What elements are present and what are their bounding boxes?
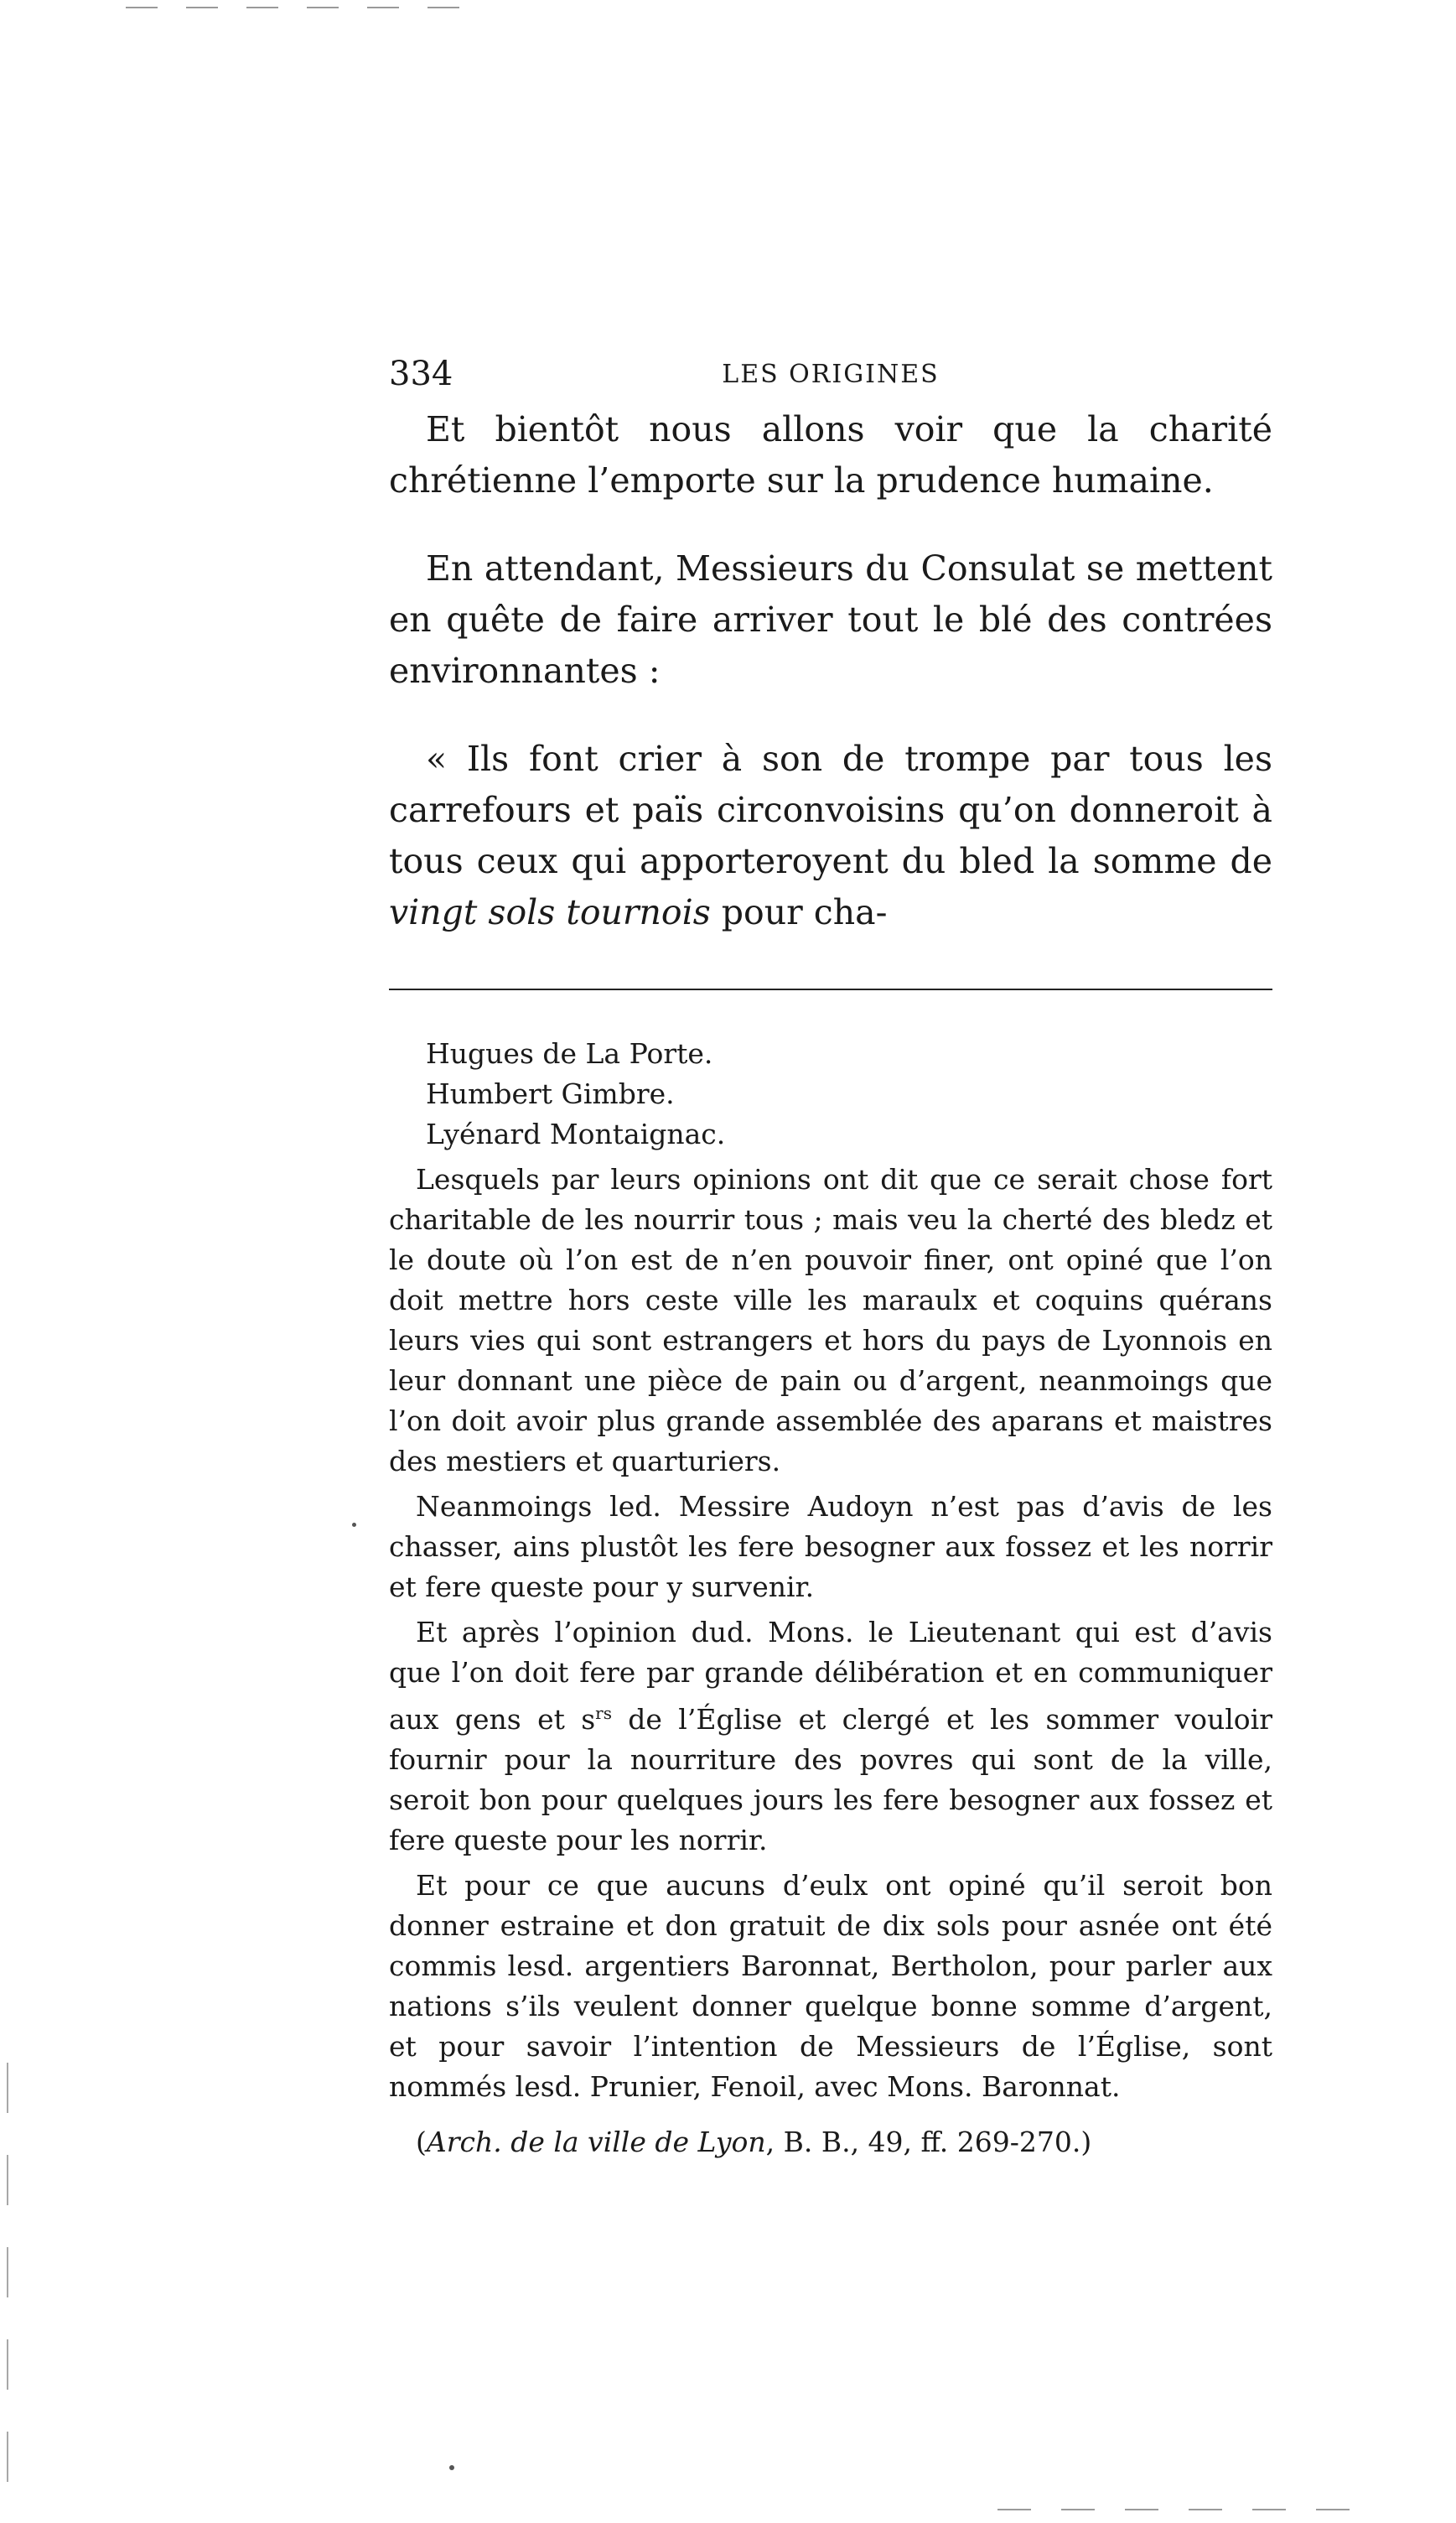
- running-head: LES ORIGINES: [722, 360, 940, 389]
- paragraph-3-end: pour cha-: [710, 892, 888, 932]
- paragraph-3-italic: vingt sols tournois: [389, 892, 711, 932]
- paragraph-3: [389, 734, 1272, 938]
- footnote-paragraph-3-text: Et après l’opinion dud. Mons. le Lieutenant qui est d’avis que l’on doit fere par grande délibération et en communiquer aux gens et s: [389, 1616, 1272, 1736]
- footnote-paragraph-3: [389, 1612, 1272, 1861]
- scan-artifact-bottom: [997, 2509, 1366, 2510]
- scan-artifact-left-edge: [7, 2063, 8, 2499]
- main-text: [389, 404, 1272, 938]
- speck: [352, 1523, 356, 1527]
- footnote-rule: [389, 989, 1272, 990]
- footnote-name-2: Humbert Gimbre.: [426, 1077, 675, 1110]
- citation: [389, 2122, 1272, 2162]
- scan-artifact-top: [126, 7, 461, 8]
- footnote-name-3: Lyénard Montaignac.: [426, 1118, 726, 1150]
- page-header: [389, 357, 1272, 404]
- citation-source: Arch. de la ville de Lyon: [426, 2126, 766, 2158]
- footnote-superscript: rs: [595, 1703, 612, 1723]
- citation-reference: , B. B., 49, ff. 269-270.): [765, 2126, 1092, 2158]
- footnote-paragraph-3-end: de l’Église et clergé et les sommer vouloir fournir pour la nourriture des povres qui sont de la ville, seroit bon pour quelques jours les fere besogner aux fossez et fere queste pour les norrir.: [389, 1703, 1273, 1856]
- footnote: [389, 1034, 1272, 2162]
- paragraph-1: Et bientôt nous allons voir que la charité chrétienne l’emporte sur la prudence humaine.: [389, 409, 1272, 501]
- paragraph-3-text: « Ils font crier à son de trompe par tous les carrefours et païs circonvoisins qu’on donneroit à tous ceux qui apporteroyent du bled la somme de: [389, 739, 1272, 881]
- footnote-paragraph-1: Lesquels par leurs opinions ont dit que ce serait chose fort charitable de les nourrir tous ; mais veu la cherté des bledz et le doute où l’on est de n’en pouvoir finer, ont opiné que l’on doit mettre hors ceste ville les maraulx et coquins quérans leurs vies qui sont estrangers et hors du pays de Lyonnois en leur donnant une pièce de pain ou d’argent, neanmoings que l’on doit avoir plus grande assemblée des aparans et maistres des mestiers et quarturiers.: [389, 1163, 1272, 1477]
- page-number: 334: [389, 355, 453, 393]
- speck: [449, 2465, 454, 2470]
- footnote-paragraph-4: Et pour ce que aucuns d’eulx ont opiné qu’il seroit bon donner estraine et don gratuit de dix sols pour asnée ont été commis lesd. argentiers Baronnat, Bertholon, pour parler aux nations s’ils veulent donner quelque bonne somme d’argent, et pour savoir l’intention de Messieurs de l’Église, sont nommés lesd. Prunier, Fenoil, avec Mons. Baronnat.: [389, 1869, 1272, 2103]
- citation-open: (: [416, 2126, 427, 2158]
- paragraph-2: En attendant, Messieurs du Consulat se mettent en quête de faire arriver tout le blé des contrées environnantes :: [389, 548, 1272, 691]
- book-page: [389, 357, 1272, 2162]
- footnote-paragraph-2: Neanmoings led. Messire Audoyn n’est pas d’avis de les chasser, ains plustôt les fere besogner aux fossez et les norrir et fere queste pour y survenir.: [389, 1490, 1272, 1603]
- footnote-name-1: Hugues de La Porte.: [426, 1037, 713, 1070]
